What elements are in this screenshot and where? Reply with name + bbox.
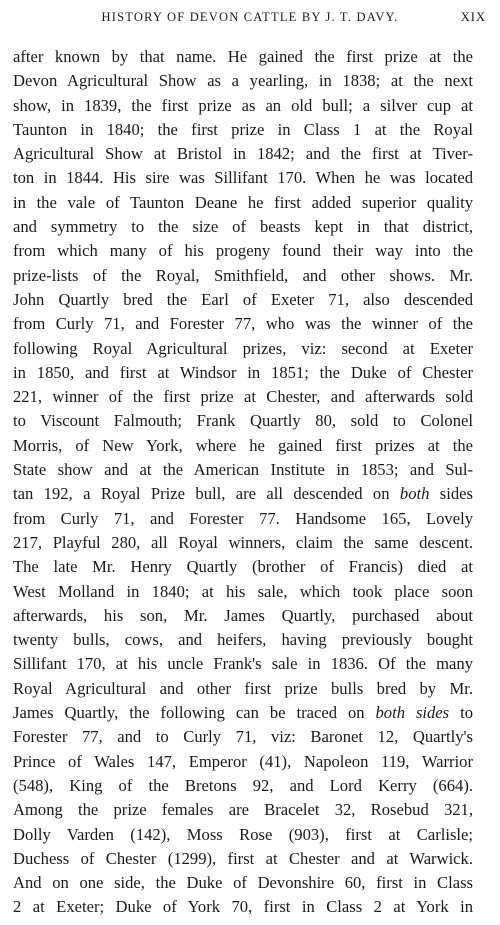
text-line: State show and at the American Institute in 1853; and Sul- [13, 460, 473, 480]
text-line: John Quartly bred the Earl of Exeter 71, also descended [13, 289, 473, 309]
text-line: Forester 77, and to Curly 71, viz: Baronet 12, Quartly's [13, 727, 473, 747]
text-line: from which many of his progeny found their way into the [13, 241, 473, 261]
text-line: twenty bulls, cows, and heifers, having previously bought [13, 630, 473, 650]
text-line: afterwards, his son, Mr. James Quartly, purchased about [13, 605, 473, 625]
text-line: 2 at Exeter; Duke of York 70, first in Class 2 at York in [13, 897, 473, 917]
text-line: in 1850, and first at Windsor in 1851; the Duke of Chester [13, 362, 473, 382]
text-line: 217, Playful 280, all Royal winners, claim the same descent. [13, 532, 473, 552]
text-line: Taunton in 1840; the first prize in Class 1 at the Royal [13, 119, 473, 139]
page-number: XIX [460, 10, 486, 24]
text-line: Sillifant 170, at his uncle Frank's sale in 1836. Of the many [13, 654, 473, 674]
text-line: Devon Agricultural Show as a yearling, in 1838; at the next [13, 71, 473, 91]
text-line: to Viscount Falmouth; Frank Quartly 80, sold to Colonel [13, 411, 473, 431]
text-line: West Molland in 1840; at his sale, which took place soon [13, 581, 473, 601]
text-line: in the vale of Taunton Deane he first added superior quality [13, 192, 473, 212]
text-line: Royal Agricultural and other first prize bulls bred by Mr. [13, 678, 473, 698]
text-line: 221, winner of the first prize at Chester, and afterwards sold [13, 387, 473, 407]
text-line: show, in 1839, the first prize as an old bull; a silver cup at [13, 95, 473, 115]
text-line: following Royal Agricultural prizes, viz: second at Exeter [13, 338, 473, 358]
text-line: after known by that name. He gained the first prize at the [13, 47, 473, 66]
text-line: James Quartly, the following can be traced on both sides to [13, 703, 473, 723]
text-line: from Curly 71, and Forester 77, who was the winner of the [13, 314, 473, 334]
text-line: Agricultural Show at Bristol in 1842; and the first at Tiver- [13, 144, 473, 164]
text-line: Among the prize females are Bracelet 32, Rosebud 321, [13, 800, 473, 820]
text-line: prize-lists of the Royal, Smithfield, and other shows. Mr. [13, 265, 473, 285]
body-paragraph [13, 45, 473, 920]
text-line: Prince of Wales 147, Emperor (41), Napoleon 119, Warrior [13, 751, 473, 771]
text-line: and symmetry to the size of beasts kept in that district, [13, 217, 473, 237]
running-head [14, 6, 486, 28]
text-line: Duchess of Chester (1299), first at Chester and at Warwick. [13, 848, 473, 868]
text-line: The late Mr. Henry Quartly (brother of Francis) died at [13, 557, 473, 577]
text-line: Dolly Varden (142), Moss Rose (903), first at Carlisle; [13, 824, 473, 844]
text-line: from Curly 71, and Forester 77. Handsome 165, Lovely [13, 508, 473, 528]
text-line: Morris, of New York, where he gained first prizes at the [13, 435, 473, 455]
text-line: ton in 1844. His sire was Sillifant 170. When he was located [13, 168, 473, 188]
running-head-title: HISTORY OF DEVON CATTLE BY J. T. DAVY. [101, 10, 399, 24]
text-line: And on one side, the Duke of Devonshire 60, first in Class [13, 873, 473, 893]
text-line: (548), King of the Bretons 92, and Lord Kerry (664). [13, 775, 473, 795]
text-line: tan 192, a Royal Prize bull, are all descended on both sides [13, 484, 473, 504]
